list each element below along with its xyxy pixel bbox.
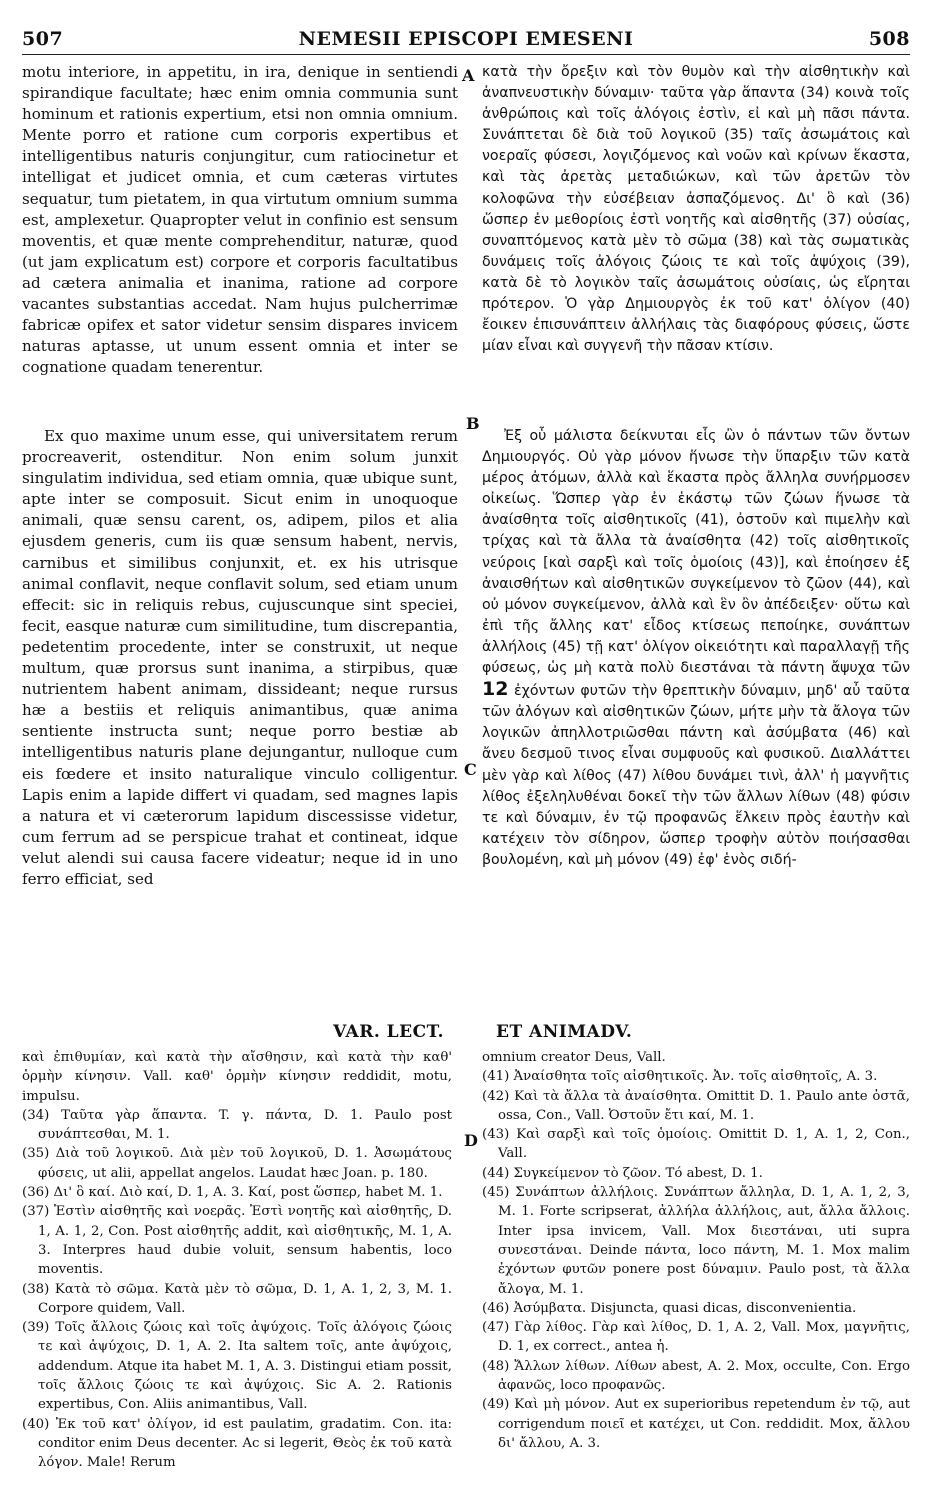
note-entry: (49) Καὶ μὴ μόνον. Aut ex superioribus repetendum ἐν τῷ, aut corrigendum ποιεῖ et κατέχει, ut Con. reddidit. Mox, ἄλλου δι' ἄλλου, A. 3.: [482, 1397, 910, 1451]
section-marker-a: A: [462, 66, 475, 85]
latin-column: [22, 62, 458, 378]
note-entry: (36) Δι' ὃ καί. Διὸ καί, D. 1, A. 3. Καί, post ὥσπερ, habet M. 1.: [22, 1185, 443, 1201]
note-entry: (40) Ἐκ τοῦ κατ' ὀλίγον, id est paulatim, gradatim. Con. ita: conditor enim Deus decenter. Ac si legerit, Θεὸς ἐκ τοῦ κατὰ λόγον. Male! Rerum: [22, 1416, 452, 1471]
section-marker-c: C: [464, 760, 477, 779]
note-entry: (42) Καὶ τὰ ἄλλα τὰ ἀναίσθητα. Omittit D. 1. Paulo ante ὀστᾶ, ossa, Con., Vall. Ὀστοῦν ἔτι καί, M. 1.: [482, 1088, 910, 1123]
note-entry: (39) Τοῖς ἄλλοις ζώοις καὶ τοῖς ἀψύχοις. Τοῖς ἀλόγοις ζώοις τε καὶ ἀψύχοις, D. 1, A. 2. Ita saltem τοῖς, ante ἀψύχοις, addendum. Atque ita habet M. 1, A. 3. Distingui etiam possit, τοῖς ἄλλοις ζώοις τε καὶ ἀψύχοις. Sic A. 2. Rationis expertibus, Con. Aliis animantibus, Vall.: [22, 1320, 452, 1413]
section-marker-b: B: [466, 414, 480, 433]
page-header: [22, 24, 910, 55]
page-number-left: 507: [22, 28, 64, 50]
section-marker-d: D: [464, 1131, 478, 1150]
latin-paragraph-2: Ex quo maxime unum esse, qui universitatem rerum procreaverit, ostenditur. Non enim solum junxit singulatim individua, sed etiam omnia, quæ ubique sunt, apte inter se composuit. Sicut enim in unoquoque animali, quæ sensu carent, os, adipem, pilos et alia ejusdem generis, cum iis quæ sensum habent, nervis, carnibus et similibus conjunxit, et. ex his utrisque animal conflavit, neque conflavit solum, sed etiam unum effecit: sic in reliquis rebus, cujuscunque sint speciei, fecit, easque naturæ cum similitudine, tum discrepantia, pedetentim procedente, inter se construxit, ut neque multum, quæ prorsus sunt inanima, a stirpibus, quæ nutrientem habent animam, dissideant; neque rursus hæ a bestiis et reliquis animantibus, quæ anima sentiente instructa sunt; neque porro bestiæ ab intelligentibus naturis plane dejungantur, nulloque cum eis fœdere et insito naturalique vinculo colligentur. Lapis enim a lapide differt vi quadam, sed magnes lapis a natura et vi cæterorum lapidum discessisse videtur, cum ferrum ad se perspicue trahat et contineat, idque velut alendi sui causa facere videatur; neque id in uno ferro efficiat, sed: [22, 427, 458, 888]
greek-column: [482, 62, 910, 357]
note-entry: (41) Ἀναίσθητα τοῖς αἰσθητικοῖς. Ἀν. τοῖς αἰσθητοῖς, A. 3.: [482, 1069, 878, 1085]
variants-heading-right: ET ANIMADV.: [496, 1022, 633, 1042]
note-entry: omnium creator Deus, Vall.: [482, 1050, 666, 1065]
greek-paragraph-2-text: Ἐξ οὗ μάλιστα δείκνυται εἷς ὢν ὁ πάντων τῶν ὄντων Δημιουργός. Οὐ γὰρ μόνον ἥνωσε τὴν ὕπαρξιν τῶν κατὰ μέρος ἀτόμων, ἀλλὰ καὶ ἕκαστα πρὸς ἄλληλα συνήρμοσεν οἰκείως. Ὥσπερ γὰρ ἐν ἑκάστῳ τῶν ζώων ἥνωσε τὰ ἀναίσθητα τοῖς αἰσθητικοῖς (41), ὀστοῦν καὶ πιμελὴν καὶ τρίχας καὶ τὰ ἄλλα τὰ ἀναίσθητα (42) τοῖς αἰσθητικοῖς νεύροις [καὶ σαρξὶ καὶ τοῖς ὁμοίοις (43)], καὶ ἐποίησεν ἐξ ἀναισθήτων καὶ αἰσθητικῶν συγκείμενον τὸ ζῶον (44), καὶ οὐ μόνον συγκείμενον, ἀλλὰ καὶ ἓν ὂν ἀπέδειξεν· οὕτω καὶ ἐπὶ τῆς ἄλλης κατ' εἶδος κτίσεως πεποίηκε, συνάπτων ἀλλήλοις (45) τῇ κατ' ὀλίγον οἰκειότητι καὶ παραλλαγῇ τῆς φύσεως, ὡς μὴ κατὰ πολὺ διεστάναι τὰ πάντη ἄψυχα τῶν: [482, 428, 910, 677]
note-entry: (46) Ἀσύμβατα. Disjuncta, quasi dicas, disconvenientia.: [482, 1300, 857, 1316]
note-entry: καὶ ἐπιθυμίαν, καὶ κατὰ τὴν αἴσθησιν, καὶ κατὰ τὴν καθ' ὁρμὴν κίνησιν. Vall. καθ' ὁρμὴν κίνησιν reddidit, motu, impulsu.: [22, 1050, 452, 1104]
marginal-number: 12: [482, 678, 509, 701]
latin-paragraph-1: motu interiore, in appetitu, in ira, denique in sentiendi spirandique facultate; hæc enim omnia communia sunt hominum et rationis expertium, etsi non omnia omnium. Mente porro et ratione cum corporis expertibus et intelligentibus naturis conjungitur, cum ratiocinetur et intelligat et judicet omnia, et cum cæteras virtutes sequatur, tum pietatem, in qua virtutum omnium summa est, amplexetur. Quapropter velut in confinio est sensum moventis, et quæ mente comprehenditur, naturæ, quod (ut jam explicatum est) corpore et corporis facultatibus ad cætera animalia et inanima, ratione ad corpore vacantes substantias accedat. Nam hujus pulcherrimæ fabricæ opifex et sator videtur sensim dispares invicem naturas aptasse, ut unum essent omnia et inter se cognatione quadam tenerentur.: [22, 63, 458, 377]
note-entry: (38) Κατὰ τὸ σῶμα. Κατὰ μὲν τὸ σῶμα, D. 1, A. 1, 2, 3, M. 1. Corpore quidem, Vall.: [22, 1281, 452, 1316]
note-entry: (48) Ἄλλων λίθων. Λίθων abest, A. 2. Mox, occulte, Con. Ergo ἀφανῶς, loco προφανῶς.: [482, 1358, 910, 1394]
greek-column-continued: [482, 426, 910, 871]
variants-heading: [22, 1022, 910, 1046]
note-entry: (43) Καὶ σαρξὶ καὶ τοῖς ὁμοίοις. Omittit D. 1, A. 1, 2, Con., Vall.: [482, 1127, 910, 1162]
note-entry: (34) Ταῦτα γὰρ ἅπαντα. T. γ. πάντα, D. 1. Paulo post συνάπτεσθαι, M. 1.: [22, 1107, 452, 1143]
latin-column-continued: [22, 426, 458, 890]
greek-paragraph-2-continued: ἐχόντων φυτῶν τὴν θρεπτικὴν δύναμιν, μηδ' αὖ ταῦτα τῶν ἀλόγων καὶ αἰσθητικῶν ζώων, μήτε μὴν τὰ ἄλογα τῶν λογικῶν ἀπηλλοτριῶσθαι πάντη καὶ ἀσύμβατα (46) καὶ ἄνευ δεσμοῦ τινος εἶναι συμφυοῦς καὶ φυσικοῦ. Διαλλάττει μὲν γὰρ καὶ λίθος (47) λίθου δυνάμει τινὶ, ἀλλ' ἡ μαγνῆτις λίθος ἐξεληλυθέναι δοκεῖ τὴν τῶν ἄλλων λίθων (48) φύσιν τε καὶ δύναμιν, ἐν τῷ προφανῶς ἕλκειν πρὸς ἑαυτὴν καὶ κατέχειν τὸν σίδηρον, ὥσπερ τροφὴν αὐτὸν ποιήσασθαι βουλομένη, καὶ μὴ μόνον (49) ἐφ' ἑνὸς σιδή-: [482, 683, 910, 868]
page-number-right: 508: [868, 28, 910, 50]
greek-paragraph-1: κατὰ τὴν ὄρεξιν καὶ τὸν θυμὸν καὶ τὴν αἰσθητικὴν καὶ ἀναπνευστικὴν δύναμιν· ταῦτα γὰρ ἅπαντα (34) κοινὰ τοῖς ἀνθρώποις καὶ τοῖς ἀλόγοις ἐστὶν, εἰ καὶ μὴ πᾶσι πάντα. Συνάπτεται δὲ διὰ τοῦ λογικοῦ (35) ταῖς ἀσωμάτοις καὶ νοεραῖς φύσεσι, λογιζόμενος καὶ νοῶν καὶ κρίνων ἕκαστα, καὶ τὰς ἀρετὰς μεταδιώκων, καὶ τῶν ἀρετῶν τὸν κολοφῶνα τὴν εὐσέβειαν ἀσπαζόμενος. Δι' ὃ καὶ (36) ὥσπερ ἐν μεθορίοις ἐστὶ νοητῆς καὶ αἰσθητῆς (37) οὐσίας, συναπτόμενος κατὰ μὲν τὸ σῶμα (38) καὶ τὰς σωματικὰς δυνάμεις τοῖς ἀλόγοις ζώοις τε καὶ τοῖς ἀψύχοις (39), κατὰ δὲ τὸ λογικὸν ταῖς ἀσωμάτοις οὐσίαις, ὡς εἴρηται πρότερον. Ὁ γὰρ Δημιουργὸς ἐκ τοῦ κατ' ὀλίγον (40) ἔοικεν ἐπισυνάπτειν ἀλλήλαις τὰς διαφόρους φύσεις, ὥστε μίαν εἶναι καὶ συγγενῆ τὴν πᾶσαν κτίσιν.: [482, 64, 910, 355]
note-entry: (35) Διὰ τοῦ λογικοῦ. Διὰ μὲν τοῦ λογικοῦ, D. 1. Ἀσωμάτους φύσεις, ut alii, appellat angelos. Laudat hæc Joan. p. 180.: [22, 1146, 452, 1181]
notes-left-column: [22, 1048, 452, 1473]
note-entry: (44) Συγκείμενον τὸ ζῶον. Τό abest, D. 1.: [482, 1165, 763, 1181]
note-entry: (45) Συνάπτων ἀλλήλοις. Συνάπτων ἄλληλα, D. 1, A. 1, 2, 3, M. 1. Forte scripserat, ἀλλήλα ἀλλήλοις, aut, ἄλλα ἄλλοις. Inter ipsa invicem, Vall. Mox διεστάναι, uti supra συνεστάναι. Deinde πάντα, loco πάντη, M. 1. Mox malim ἐχόντων φυτῶν ponere post δύναμιν. Paulo post, τὰ ἄλλα ἄλογα, M. 1.: [482, 1185, 910, 1297]
running-title: NEMESII EPISCOPI EMESENI: [298, 28, 634, 50]
greek-paragraph-2: [482, 426, 910, 871]
note-entry: (47) Γὰρ λίθος. Γὰρ καὶ λίθος, D. 1, A. 2, Vall. Mox, μαγνῆτις, D. 1, ex correct., antea ἡ.: [482, 1320, 910, 1355]
variants-heading-left: VAR. LECT.: [333, 1022, 444, 1042]
note-entry: (37) Ἐστὶν αἰσθητῆς καὶ νοερᾶς. Ἐστὶ νοητῆς καὶ αἰσθητῆς, D. 1, A. 1, 2, Con. Post αἰσθητῆς addit, καὶ αἰσθητικῆς, M. 1, A. 3. Interpres haud dubie voluit, sensum habentis, loco moventis.: [22, 1204, 452, 1278]
notes-right-column: [482, 1048, 910, 1453]
